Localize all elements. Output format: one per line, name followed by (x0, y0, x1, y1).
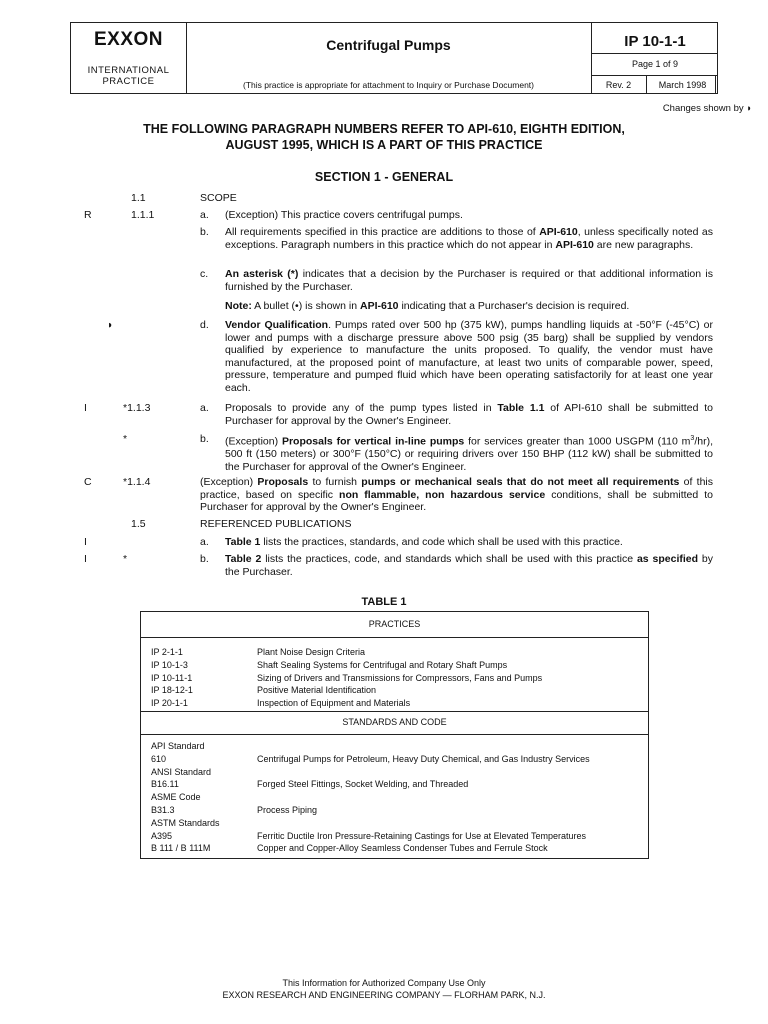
table-row: Shaft Sealing Systems for Centrifugal and Rotary Shaft Pumps (257, 659, 508, 670)
table-row: ASME Code (151, 792, 201, 803)
item-letter: b. (200, 226, 209, 238)
table-row: Copper and Copper-Alloy Seamless Condenser Tubes and Ferrule Stock (257, 843, 548, 854)
paragraph-text: (Exception) Proposals for vertical in-line pumps for services greater than 1000 USGPM (110 $m^3/hr$), 500 ft (150 meters) or 300°F (150°C) or requiring drivers over 150 BHP (112 kW) shall be submitted to the Purchaser for approval of the Owner's Engineer. (225, 435, 713, 473)
paragraph-text: Table 1 lists the practices, standards, and code which shall be used with this practice. (225, 536, 623, 548)
table-title: TABLE 1 (361, 596, 407, 608)
standards-descriptions (257, 740, 590, 855)
table-row: B16.11 (151, 779, 179, 790)
table-row: Forged Steel Fittings, Socket Welding, and Threaded (257, 779, 469, 790)
table-row: Centrifugal Pumps for Petroleum, Heavy Duty Chemical, and Gas Industry Services (257, 753, 590, 764)
paragraph-number: *1.1.3 (123, 402, 151, 414)
item-letter: a. (200, 536, 209, 548)
table-row: IP 20-1-1 (151, 698, 188, 709)
exxon-logo: EXXON (93, 29, 164, 50)
table-row: IP 2-1-1 (151, 647, 183, 657)
international-practice-label: INTERNATIONAL PRACTICE (87, 65, 170, 87)
change-flag: C (84, 476, 92, 488)
paragraph-text: Vendor Qualification. Pumps rated over 500 hp (375 kW), pumps handling liquids at -50°F (-45°C) or lower and pumps with a discharge pressure above 500 psig (35 barg) shall be supplied by vendors qualified by experience to manufacture the units proposed. To qualify, the vendor must have manufactured, at the proposed point of manufacture, at least two units of comparable power, speed, pressure, temperature and pumped fluid which have been operating satisfactorily for at least one year each. (225, 319, 713, 394)
paragraph-text: An asterisk (*) indicates that a decision by the Purchaser is required or that additional information is furnished by the Purchaser. (225, 268, 713, 293)
table-row: B 111 / B 111M (151, 843, 211, 854)
document-header (70, 22, 718, 94)
item-letter: a. (200, 209, 209, 221)
standards-ids (151, 740, 220, 855)
document-id: IP 10-1-1 (624, 33, 686, 50)
paragraph-text: (Exception) Proposals to furnish pumps or mechanical seals that do not meet all requirements of this practice, based on specific non flammable, non hazardous service conditions, shall be submitted to Purchaser for approval by the Owner's Engineer. (200, 476, 714, 513)
paragraph-number: 1.1 (131, 192, 146, 204)
paragraph-number: 1.1.1 (131, 209, 155, 221)
table-row: ANSI Standard (151, 766, 212, 777)
attachment-note: (This practice is appropriate for attachment to Inquiry or Purchase Document) (242, 80, 535, 90)
table-row: Process Piping (257, 804, 318, 815)
table-row (257, 766, 590, 779)
practices-descriptions (257, 646, 542, 710)
change-flag: I (84, 402, 87, 414)
table-row: IP 10-1-3 (151, 659, 188, 670)
asterisk-marker: * (123, 553, 128, 565)
table-row: A395 (151, 830, 173, 841)
table-1 (140, 611, 649, 859)
table-row: Positive Material Identification (257, 685, 377, 696)
item-letter: c. (200, 268, 209, 280)
table-row: IP 18-12-1 (151, 685, 193, 696)
paragraph-title: REFERENCED PUBLICATIONS (200, 518, 352, 530)
paragraph-text: All requirements specified in this practice are additions to those of API-610, unless specifically noted as exceptions. Paragraph numbers in this practice which do not appear in API-610 are new paragraphs. (225, 226, 713, 251)
table-row: B31.3 (151, 804, 175, 815)
table-row (257, 740, 590, 753)
table-row: Sizing of Drivers and Transmissions for Compressors, Fans and Pumps (257, 672, 543, 683)
table-row: 610 (151, 753, 167, 764)
revision-date: March 1998 (658, 80, 707, 90)
item-letter: a. (200, 402, 209, 414)
document-title: Centrifugal Pumps (326, 37, 451, 53)
footer-company: EXXON RESEARCH AND ENGINEERING COMPANY — FLORHAM PARK, N.J. (222, 990, 546, 1000)
table-row: Ferritic Ductile Iron Pressure-Retaining Castings for Use at Elevated Temperatures (257, 830, 586, 841)
changes-note: Changes shown by ◗ (662, 103, 752, 114)
paragraph-text: (Exception) This practice covers centrifugal pumps. (225, 209, 463, 221)
table-row: Plant Noise Design Criteria (257, 647, 366, 657)
change-marker: ◗ (107, 319, 114, 331)
item-letter: b. (200, 433, 209, 445)
page-number: Page 1 of 9 (631, 59, 679, 69)
paragraph-text: Table 2 lists the practices, code, and standards which shall be used with this practice as specified by the Purchaser. (225, 553, 713, 578)
standards-header: STANDARDS AND CODE (342, 717, 447, 727)
practices-ids (151, 646, 193, 710)
intro-heading: THE FOLLOWING PARAGRAPH NUMBERS REFER TO API-610, EIGHTH EDITION, AUGUST 1995, WHICH IS A PART OF THIS PRACTICE (143, 122, 625, 152)
footer-notice: This Information for Authorized Company Use Only (282, 978, 486, 988)
asterisk-marker: * (123, 433, 128, 445)
change-flag: I (84, 553, 87, 565)
paragraph-text: Proposals to provide any of the pump types listed in Table 1.1 of API-610 shall be submitted to Purchaser for approval by the Owner's Engineer. (225, 402, 713, 427)
table-row: API Standard (151, 741, 205, 751)
section-title: SECTION 1 - GENERAL (314, 170, 454, 184)
practices-header: PRACTICES (368, 619, 421, 629)
table-row: ASTM Standards (151, 817, 220, 828)
table-row: IP 10-11-1 (151, 672, 193, 683)
revision: Rev. 2 (605, 80, 632, 90)
paragraph-number: *1.1.4 (123, 476, 151, 488)
paragraph-number: 1.5 (131, 518, 146, 530)
note-text: Note: A bullet (•) is shown in API-610 indicating that a Purchaser's decision is required. (225, 300, 630, 312)
table-row (257, 791, 590, 804)
table-row: Inspection of Equipment and Materials (257, 698, 411, 709)
item-letter: d. (200, 319, 209, 331)
item-letter: b. (200, 553, 209, 565)
change-flag: R (84, 209, 92, 221)
paragraph-title: SCOPE (200, 192, 237, 204)
change-flag: I (84, 536, 87, 548)
table-row (257, 817, 590, 830)
